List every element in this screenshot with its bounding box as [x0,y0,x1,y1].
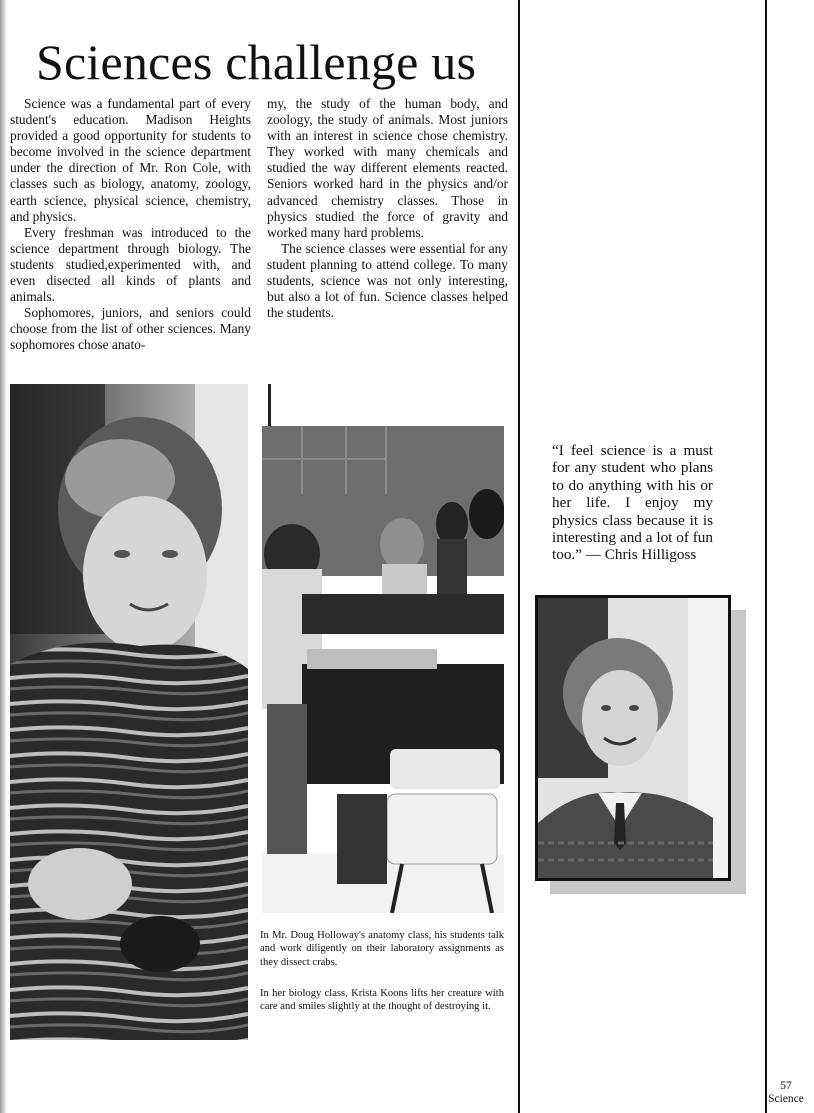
article-column-1 [10,96,251,354]
photo-chris-hilligoss-portrait-image [538,598,728,878]
page-title: Sciences challenge us [36,34,477,90]
caption-anatomy-class: In Mr. Doug Holloway's anatomy class, his students talk and work diligently on their laboratory assignments as they dissect crabs. [260,930,504,968]
column-divider-rule [518,0,520,1113]
page-number: 57 [780,1080,792,1092]
photo-student-with-crab [10,384,248,1040]
pull-quote: “I feel science is a must for any student who plans to do anything with his or her life. I enjoy my physics class because it is interesting and a lot of fun too.” — Chris Hilligoss [552,442,713,564]
photo-chris-hilligoss-portrait [535,595,731,881]
page-edge-rule [765,0,767,1113]
photo-anatomy-class-lab-image [262,384,504,913]
article-column-2 [267,96,508,321]
paragraph: my, the study of the human body, and zoology, the study of animals. Most juniors with an interest in science chose chemistry. They worked with many chemicals and studied the way different elements reacted. Seniors worked hard in the physics and/or advanced chemistry classes. Those in physics studied the force of gravity and worked many hard problems. [267,96,508,240]
paragraph: Science was a fundamental part of every student's education. Madison Heights provided a good opportunity for students to become involved in the science department under the direction of Mr. Ron Cole, with classes such as biology, anatomy, zoology, earth science, physical science, chemistry, and physics. [10,96,251,224]
section-label: Science [768,1093,804,1105]
caption-biology-class: In her biology class, Krista Koons lifts her creature with care and smiles slightly at the thought of destroying it. [260,988,504,1013]
photo-anatomy-class-lab [262,384,504,913]
paragraph: The science classes were essential for any student planning to attend college. To many students, science was not only interesting, but also a lot of fun. Science classes helped the students. [267,240,508,321]
paragraph: Sophomores, juniors, and seniors could choose from the list of other sciences. Many sophomores chose anato- [10,305,251,353]
paragraph: Every freshman was introduced to the science department through biology. The students studied,experimented with, and even disected all kinds of plants and animals. [10,224,251,305]
page-footer [764,1080,808,1106]
photo-student-with-crab-image [10,384,248,1040]
page-edge-shadow [0,0,7,1113]
